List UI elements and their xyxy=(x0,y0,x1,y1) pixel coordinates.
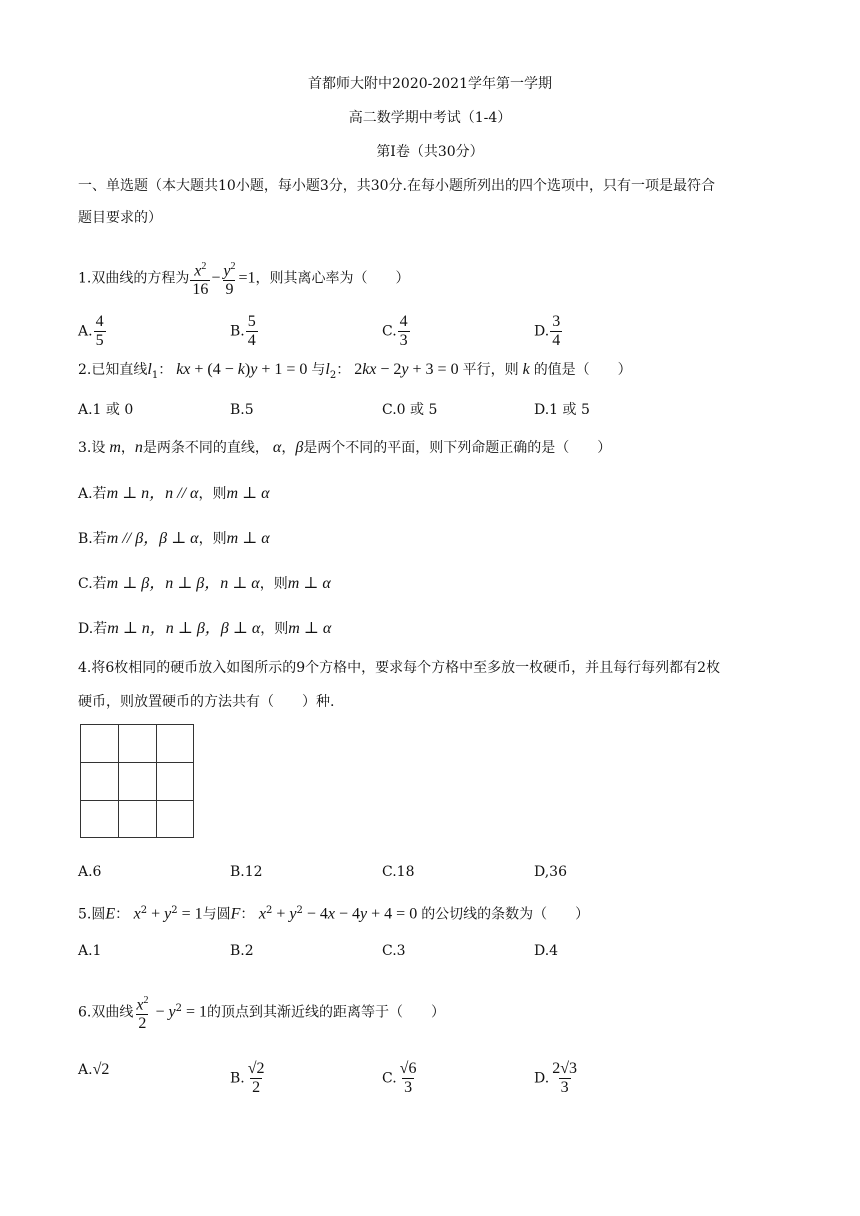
q1-fraction-x: $\frac{x^2}{16}$ xyxy=(192,261,209,299)
q5-option-d: D.4 xyxy=(534,943,559,959)
q1-option-b: B. $\frac{5}{4}$ xyxy=(230,313,256,349)
section-instructions-line1: 一、单选题（本大题共10小题，每小题3分，共30分.在每小题所列出的四个选项中，只有一项是最符合 xyxy=(78,178,715,194)
q5-option-c: C.3 xyxy=(382,943,406,959)
question-1: 1.双曲线的方程为 $\frac{x^2}{16}$ − $\frac{y^2}{9}$ =1，则其离心率为（ ） xyxy=(78,258,410,299)
q1-prefix: 1.双曲线的方程为 xyxy=(78,270,190,287)
q4-option-d: D,36 xyxy=(534,864,567,880)
volume-title: 第Ⅰ卷（共30分） xyxy=(376,144,484,160)
q5-option-b: B.2 xyxy=(230,943,254,959)
q6-option-d: D. $\frac{2√3}{3}$ xyxy=(534,1060,577,1096)
q4-option-a: A.6 xyxy=(78,864,102,880)
question-4-line2: 硬币，则放置硬币的方法共有（ ）种. xyxy=(78,694,335,710)
three-by-three-grid-figure xyxy=(80,724,194,838)
q6-option-c: C. $\frac{√6}{3}$ xyxy=(382,1060,417,1096)
question-6: 6.双曲线 $\frac{x^2}{2}$ − $y^2 = 1$的顶点到其渐近线的距离等于（ ） xyxy=(78,995,446,1033)
q2-option-b: B.5 xyxy=(230,402,254,418)
q2-option-a: A.1 或 0 xyxy=(78,402,134,418)
q4-option-c: C.18 xyxy=(382,864,415,880)
question-5: 5.圆E： $x^2 + y^2 = 1$与圆F： $x^2 + y^2 - 4x - 4y + 4 = 0$ 的公切线的条数为（ ） xyxy=(78,905,590,923)
q1-suffix: ，则其离心率为（ ） xyxy=(255,270,410,287)
q1-option-d: D. $\frac{3}{4}$ xyxy=(534,313,561,349)
q3-option-c: C.若m ⊥ β，n ⊥ β，n ⊥ α，则m ⊥ α xyxy=(78,575,331,592)
q2-option-d: D.1 或 5 xyxy=(534,402,590,418)
q2-option-c: C.0 或 5 xyxy=(382,402,438,418)
question-3: 3.设 m，n是两条不同的直线， α，β是两个不同的平面，则下列命题正确的是（ ） xyxy=(78,439,612,456)
q5-option-a: A.1 xyxy=(78,943,102,959)
q1-option-a: A. $\frac{4}{5}$ xyxy=(78,313,104,349)
q1-option-c: C. $\frac{4}{3}$ xyxy=(382,313,408,349)
q1-fraction-y: $\frac{y^2}{9}$ xyxy=(223,261,236,299)
question-4-line1: 4.将6枚相同的硬币放入如图所示的9个方格中，要求每个方格中至多放一枚硬币，并且每行每列都有2枚 xyxy=(78,660,721,676)
q6-option-a: A.√2 xyxy=(78,1061,110,1078)
q3-option-d: D.若m ⊥ n，n ⊥ β，β ⊥ α，则m ⊥ α xyxy=(78,620,332,637)
question-2: 2.已知直线$l_1$： kx + (4 − k)y + 1 = 0 与$l_2$： 2kx − 2y + 3 = 0 平行，则 k 的值是（ ） xyxy=(78,361,632,381)
q6-option-b: B. $\frac{√2}{2}$ xyxy=(230,1060,265,1096)
exam-title: 高二数学期中考试（1-4） xyxy=(348,110,512,126)
q3-option-a: A.若m ⊥ n，n // α，则m ⊥ α xyxy=(78,485,270,502)
q3-option-b: B.若m // β，β ⊥ α，则m ⊥ α xyxy=(78,530,270,547)
school-title: 首都师大附中2020-2021学年第一学期 xyxy=(308,76,552,92)
q4-option-b: B.12 xyxy=(230,864,263,880)
section-instructions-line2: 题目要求的） xyxy=(78,210,162,226)
